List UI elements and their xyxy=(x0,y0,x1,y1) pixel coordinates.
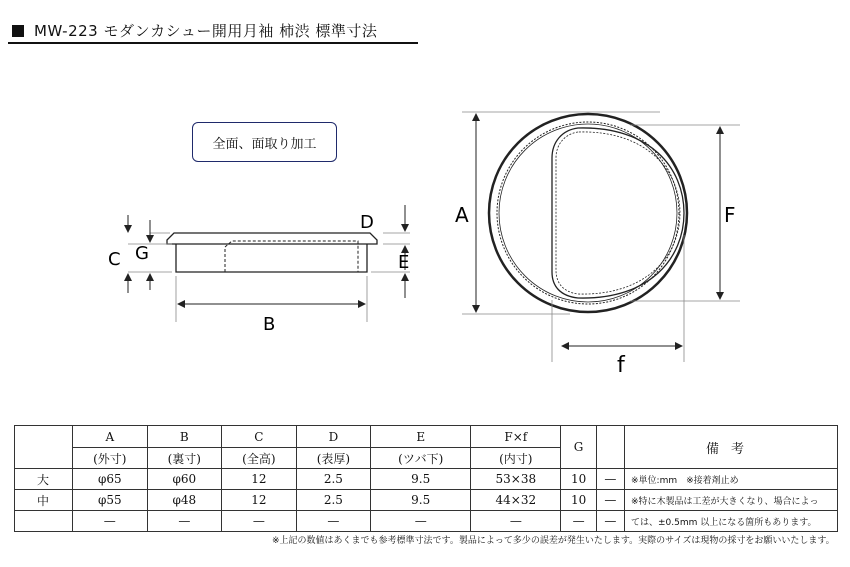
header-e: E xyxy=(371,426,471,448)
cell-c: 12 xyxy=(222,490,297,511)
cell-f: — xyxy=(471,511,561,532)
label-f-minor: f xyxy=(617,353,625,378)
cell-f: 44×32 xyxy=(471,490,561,511)
cell-b: φ48 xyxy=(147,490,222,511)
cell-a: φ65 xyxy=(73,469,148,490)
cell-e: 9.5 xyxy=(371,469,471,490)
header-f-sub: (内寸) xyxy=(471,448,561,469)
row-size xyxy=(15,511,73,532)
remark-line: ては、±0.5mm 以上になる箇所もあります。 xyxy=(625,511,838,532)
label-a: A xyxy=(455,203,469,227)
cell-e: — xyxy=(371,511,471,532)
cell-extra: — xyxy=(596,469,624,490)
header-c: C xyxy=(222,426,297,448)
cell-d: — xyxy=(296,511,371,532)
cell-b: φ60 xyxy=(147,469,222,490)
row-size: 中 xyxy=(15,490,73,511)
cell-g: 10 xyxy=(561,469,596,490)
label-g: G xyxy=(135,243,149,264)
cell-d: 2.5 xyxy=(296,469,371,490)
header-c-sub: (全高) xyxy=(222,448,297,469)
cell-g: 10 xyxy=(561,490,596,511)
header-b: B xyxy=(147,426,222,448)
label-e: E xyxy=(398,252,410,273)
header-b-sub: (裏寸) xyxy=(147,448,222,469)
cell-c: 12 xyxy=(222,469,297,490)
table-row xyxy=(15,490,838,511)
table-row xyxy=(15,469,838,490)
cell-extra: — xyxy=(596,490,624,511)
header-a: A xyxy=(73,426,148,448)
cell-b: — xyxy=(147,511,222,532)
header-extra xyxy=(596,426,624,469)
table-row xyxy=(15,511,838,532)
size-header-cell xyxy=(15,426,73,469)
chamfer-note: 全面、面取り加工 xyxy=(192,122,337,162)
label-c: C xyxy=(108,249,121,270)
cell-a: — xyxy=(73,511,148,532)
spec-table xyxy=(14,425,838,532)
label-f-major: F xyxy=(724,203,736,227)
label-d: D xyxy=(360,212,374,233)
header-a-sub: (外寸) xyxy=(73,448,148,469)
side-view xyxy=(167,233,377,272)
remark-line: ※特に木製品は工差が大きくなり、場合によっ xyxy=(625,490,838,511)
remark-line: ※単位:mm ※接着剤止め xyxy=(625,469,838,490)
top-view xyxy=(489,114,687,312)
cell-g: — xyxy=(561,511,596,532)
footnote: ※上記の数値はあくまでも参考標準寸法です。製品によって多少の誤差が発生いたします。実際のサイズは現物の採寸をお願いいたします。 xyxy=(272,536,835,546)
cell-extra: — xyxy=(596,511,624,532)
cell-a: φ55 xyxy=(73,490,148,511)
cell-c: — xyxy=(222,511,297,532)
header-g: G xyxy=(561,426,596,469)
header-d: D xyxy=(296,426,371,448)
cell-f: 53×38 xyxy=(471,469,561,490)
row-size: 大 xyxy=(15,469,73,490)
page-title: MW-223 モダンカシュー開用月袖 柿渋 標準寸法 xyxy=(34,22,378,40)
header-d-sub: (表厚) xyxy=(296,448,371,469)
cell-d: 2.5 xyxy=(296,490,371,511)
remarks-header: 備考 xyxy=(625,426,838,469)
cell-e: 9.5 xyxy=(371,490,471,511)
header-e-sub: (ツバ下) xyxy=(371,448,471,469)
label-b: B xyxy=(263,314,276,335)
header-f: F×f xyxy=(471,426,561,448)
